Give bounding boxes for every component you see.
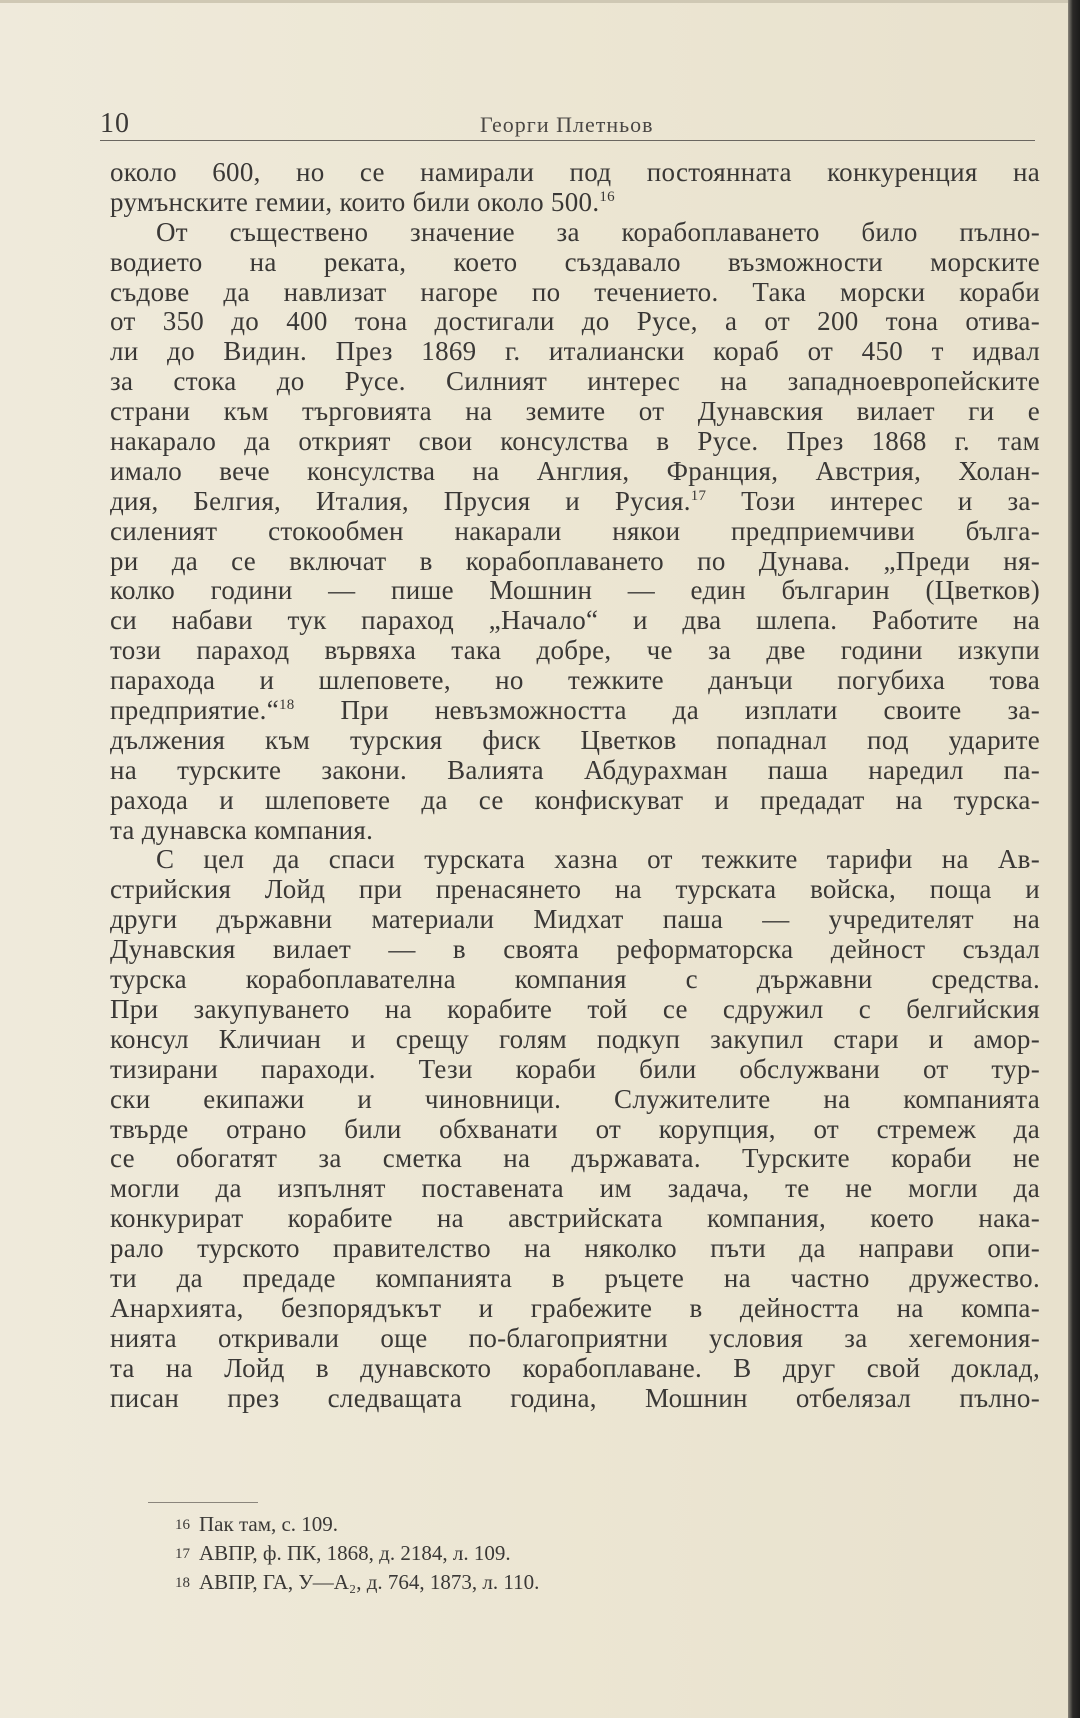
- header-rule: [100, 140, 1035, 141]
- footnote-ref: 16: [599, 188, 615, 205]
- text-line: други държавни материали Мидхат паша — учредителят на: [110, 904, 1040, 935]
- text-line: дължения към турския фиск Цветков попаднал под ударите: [110, 724, 1040, 755]
- text-line: ри да се включат в корабоплаването по Дунава. „Преди ня-: [110, 545, 1040, 576]
- page-binding-edge: [1068, 0, 1080, 1718]
- text-line: турска корабоплавателна компания с държавни средства.: [110, 964, 1040, 995]
- text-line: силеният стокообмен накарали някои предприемчиви бълга-: [110, 515, 1040, 546]
- text-line: та на Лойд в дунавското корабоплаване. В друг свой доклад,: [110, 1352, 1040, 1383]
- text-line: От съществено значение за корабоплаването било пълно-: [156, 216, 1040, 247]
- text-line: се обогатят за сметка на държавата. Турските кораби не: [110, 1143, 1040, 1174]
- text-line: от 350 до 400 тона достигали до Русе, а от 200 тона отива-: [110, 306, 1040, 337]
- text-line: водието на реката, което създавало възможности морските: [110, 246, 1040, 277]
- text-line: Анархията, безпорядъкът и грабежите в дейността на компа-: [110, 1292, 1040, 1323]
- text-line: за стока до Русе. Силният интерес на западноевропейските: [110, 366, 1040, 397]
- text-line: около 600, но се намирали под постоянната конкуренция на: [110, 157, 1040, 187]
- text-line: ски екипажи и чиновници. Служителите на компанията: [110, 1083, 1040, 1114]
- text-line: румънските гемии, които били около 500.16: [110, 186, 615, 217]
- text-line: дия, Белгия, Италия, Прусия и Русия.$^{17}$ Този интерес и за-: [110, 485, 1040, 516]
- text-line: този параход вървяха така добре, че за две години изкупи: [110, 635, 1040, 666]
- text-line: писан през следващата година, Мошнин отбелязал пълно-: [110, 1382, 1040, 1413]
- footnote-text: АВПР, ГА, У—А₂, д. 764, 1873, л. 110.: [199, 1570, 540, 1594]
- footnote: [175, 1568, 775, 1597]
- footnote-text: Пак там, с. 109.: [199, 1512, 339, 1536]
- text-line: имало вече консулства на Англия, Франция, Австрия, Холан-: [110, 455, 1040, 486]
- text-line: страни към търговията на земите от Дунавския вилает ги е: [110, 396, 1040, 427]
- footnote: [175, 1539, 775, 1568]
- text-line: предприятие.“$^{18}$ При невъзможността да изплати своите за-: [110, 695, 1040, 726]
- running-head: Георги Плетньов: [480, 112, 654, 137]
- text-line: твърде отрано били обхванати от корупция, от стремеж да: [110, 1113, 1040, 1144]
- footnote-text: АВПР, ф. ПК, 1868, д. 2184, л. 109.: [199, 1541, 511, 1565]
- page-number: 10: [100, 108, 130, 139]
- text-line: рало турското правителство на няколко пъти да направи опи-: [110, 1233, 1040, 1264]
- text-line: на турските закони. Валията Абдурахман паша наредил па-: [110, 754, 1040, 785]
- text-line: стрийския Лойд при пренасянето на турската войска, поща и: [110, 874, 1040, 905]
- page-header: [100, 108, 1040, 142]
- text-line: колко години — пише Мошнин — един българин (Цветков): [110, 575, 1040, 606]
- footnote-number: 18: [175, 1575, 190, 1591]
- footnote-ref: 17: [690, 487, 707, 504]
- text-line: тизирани параходи. Тези кораби били обслужвани от тур-: [110, 1053, 1040, 1084]
- text-line: си набави тук параход „Начало“ и два шлепа. Работите на: [110, 605, 1040, 636]
- text-line: При закупуването на корабите той се сдружил с белгийския: [110, 993, 1040, 1024]
- footnote-rule: [148, 1502, 258, 1503]
- footnote-number: 16: [175, 1517, 190, 1533]
- text-line: та дунавска компания.: [110, 814, 374, 845]
- body-text: [110, 158, 1040, 1413]
- text-line: ли до Видин. През 1869 г. италиански кораб от 450 т идвал: [110, 336, 1040, 367]
- text-line: накарало да открият свои консулства в Русе. През 1868 г. там: [110, 426, 1040, 457]
- text-line: С цел да спаси турската хазна от тежките тарифи на Ав-: [156, 844, 1040, 875]
- footnote: [175, 1510, 775, 1539]
- text-line: съдове да навлизат нагоре по течението. Така морски кораби: [110, 276, 1040, 307]
- footnote-ref: 18: [279, 697, 295, 714]
- text-line: могли да изпълнят поставената им задача, те не могли да: [110, 1173, 1040, 1204]
- footnote-number: 17: [175, 1546, 190, 1562]
- page-top-edge: [0, 0, 1070, 3]
- text-line: конкурират корабите на австрийската компания, което нака-: [110, 1203, 1040, 1234]
- text-line: консул Кличиан и срещу голям подкуп закупил стари и амор-: [110, 1023, 1040, 1054]
- footnotes: [175, 1510, 775, 1597]
- text-line: нията откривали още по-благоприятни условия за хегемония-: [110, 1322, 1040, 1353]
- text-line: рахода и шлеповете да се конфискуват и предадат на турска-: [110, 784, 1040, 815]
- text-line: ти да предаде компанията в ръцете на частно дружество.: [110, 1262, 1040, 1293]
- text-line: парахода и шлеповете, но тежките данъци погубиха това: [110, 665, 1040, 696]
- text-line: Дунавския вилает — в своята реформаторска дейност създал: [110, 934, 1040, 965]
